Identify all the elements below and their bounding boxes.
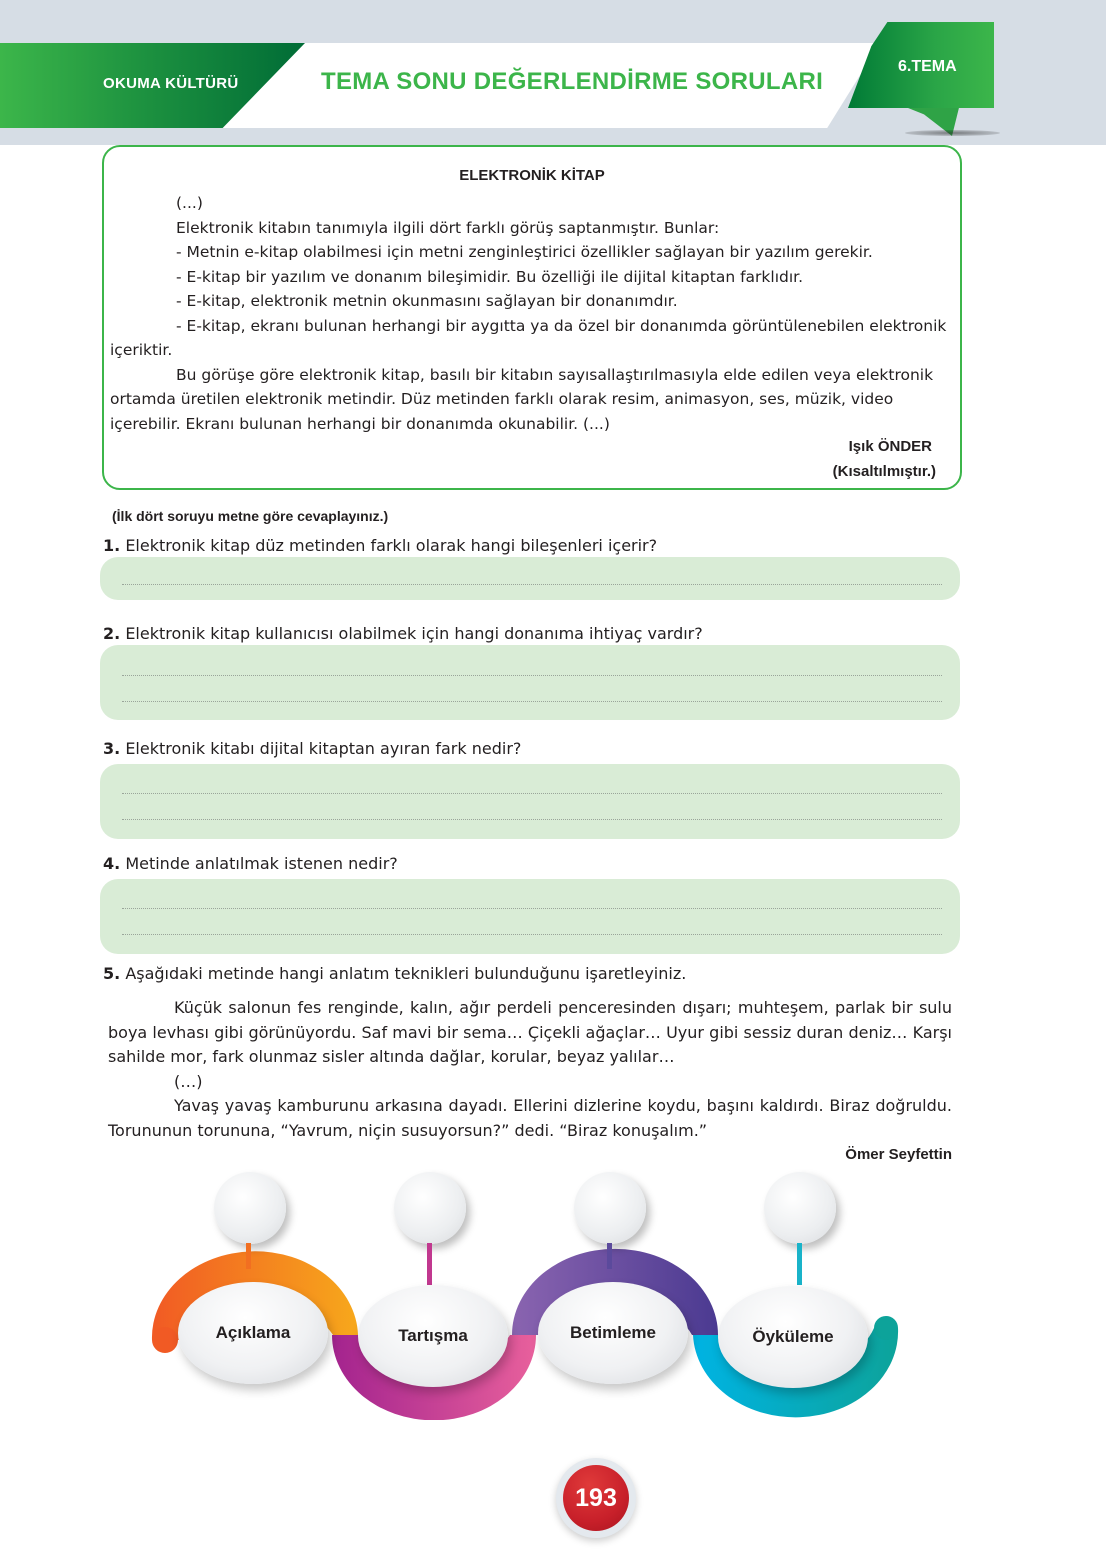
reading-text-box: [102, 145, 962, 490]
techniques-diagram: [0, 1160, 1106, 1420]
passage-paragraph: Yavaş yavaş kamburunu arkasına dayadı. Ellerini dizlerine koydu, başını kaldırdı. Biraz doğruldu. Torununun torununa, “Yavrum, niçin susuyorsun?” dedi. “Biraz konuşalım.”: [108, 1096, 952, 1140]
reading-paragraph: Elektronik kitabın tanımıyla ilgili dört farklı görüş saptanmıştır. Bunlar:: [176, 218, 720, 237]
question-3: [103, 739, 521, 758]
technique-label: Tartışma: [398, 1326, 468, 1345]
passage-paragraph: (…): [174, 1071, 203, 1091]
technique-label: Açıklama: [215, 1323, 291, 1342]
question-number: 2.: [103, 624, 121, 643]
answer-line[interactable]: [122, 908, 942, 909]
technique-betimleme: [538, 1282, 688, 1384]
reading-paragraph: - E-kitap, ekranı bulunan herhangi bir aygıtta ya da özel bir donanımda görüntülenebilen elektronik içeriktir.: [110, 316, 947, 359]
reading-paragraph: (...): [176, 194, 203, 212]
connector: [607, 1243, 612, 1269]
instruction: (İlk dört soruyu metne göre cevaplayınız.): [112, 508, 389, 524]
reading-paragraph: Bu görüşe göre elektronik kitap, basılı bir kitabın sayısallaştırılmasıyla elde edilen veya elektronik ortamda üretilen elektronik metindir. Düz metinden farklı olarak resim, animasyon, ses, müzik, video içerebilir. Ekranı bulunan herhangi bir donanımda okunabilir. (...): [110, 365, 934, 433]
question-number: 3.: [103, 739, 121, 758]
connector: [427, 1243, 432, 1285]
reading-paragraph: - E-kitap bir yazılım ve donanım bileşimidir. Bu özelliği ile dijital kitaptan farklıdır.: [176, 267, 804, 286]
passage-paragraph: Küçük salonun fes renginde, kalın, ağır perdeli penceresinden dışarı; muhteşem, parlak bir sulu boya levhası gibi görünüyordu. Saf mavi bir sema… Çiçekli ağaçlar… Uyur gibi sessiz duran deniz… Karşı sahilde mor, fark olunmaz sisler altında dağlar, korular, beyaz yalılar…: [108, 998, 952, 1066]
reading-note: (Kısaltılmıştır.): [832, 463, 936, 480]
technique-checkbox-betimleme[interactable]: [574, 1172, 646, 1244]
question-text: Elektronik kitap düz metinden farklı olarak hangi bileşenleri içerir?: [125, 536, 658, 555]
technique-label: Betimleme: [570, 1323, 656, 1342]
question-2: [103, 624, 703, 643]
technique-checkbox-tartisma[interactable]: [394, 1172, 466, 1244]
reading-title: ELEKTRONİK KİTAP: [459, 167, 605, 184]
technique-tartisma: [358, 1285, 508, 1387]
question-number: 4.: [103, 854, 121, 873]
question-number: 1.: [103, 536, 121, 555]
techniques-arcs: [0, 1160, 1106, 1420]
section-label: OKUMA KÜLTÜRÜ: [103, 75, 239, 92]
answer-box-1[interactable]: [100, 557, 960, 600]
answer-line[interactable]: [122, 584, 942, 585]
technique-checkbox-oykuleme[interactable]: [764, 1172, 836, 1244]
theme-label: 6.TEMA: [898, 58, 957, 75]
answer-line[interactable]: [122, 819, 942, 820]
technique-oykuleme: [718, 1286, 868, 1388]
question-1: [103, 536, 657, 555]
question-text: Elektronik kitap kullanıcısı olabilmek için hangi donanıma ihtiyaç vardır?: [125, 624, 703, 643]
question-5: [103, 964, 686, 983]
answer-line[interactable]: [122, 934, 942, 935]
technique-aciklama: [178, 1282, 328, 1384]
reading-paragraph: - Metnin e-kitap olabilmesi için metni zenginleştirici özellikler sağlayan bir yazılım gerekir.: [176, 243, 873, 261]
page-title: TEMA SONU DEĞERLENDİRME SORULARI: [321, 68, 824, 95]
answer-line[interactable]: [122, 675, 942, 676]
answer-line[interactable]: [122, 701, 942, 702]
answer-box-2[interactable]: [100, 645, 960, 720]
reading-author: Işık ÖNDER: [848, 438, 932, 455]
technique-checkbox-aciklama[interactable]: [214, 1172, 286, 1244]
technique-label: Öyküleme: [752, 1327, 834, 1346]
reading-body: [110, 191, 950, 436]
question-text: Metinde anlatılmak istenen nedir?: [125, 854, 398, 873]
page-number: 193: [563, 1465, 629, 1531]
question-number: 5.: [103, 964, 121, 983]
question-4: [103, 854, 398, 873]
answer-box-4[interactable]: [100, 879, 960, 954]
answer-box-3[interactable]: [100, 764, 960, 839]
connector: [797, 1243, 802, 1285]
reading-paragraph: - E-kitap, elektronik metnin okunmasını sağlayan bir donanımdır.: [176, 292, 678, 310]
passage-author: Ömer Seyfettin: [845, 1146, 952, 1163]
theme-ribbon-shadow: [905, 130, 1000, 136]
passage: [108, 996, 952, 1143]
answer-line[interactable]: [122, 793, 942, 794]
question-text: Elektronik kitabı dijital kitaptan ayıran fark nedir?: [125, 739, 522, 758]
connector: [246, 1243, 251, 1269]
question-text: Aşağıdaki metinde hangi anlatım teknikleri bulunduğunu işaretleyiniz.: [125, 964, 687, 983]
